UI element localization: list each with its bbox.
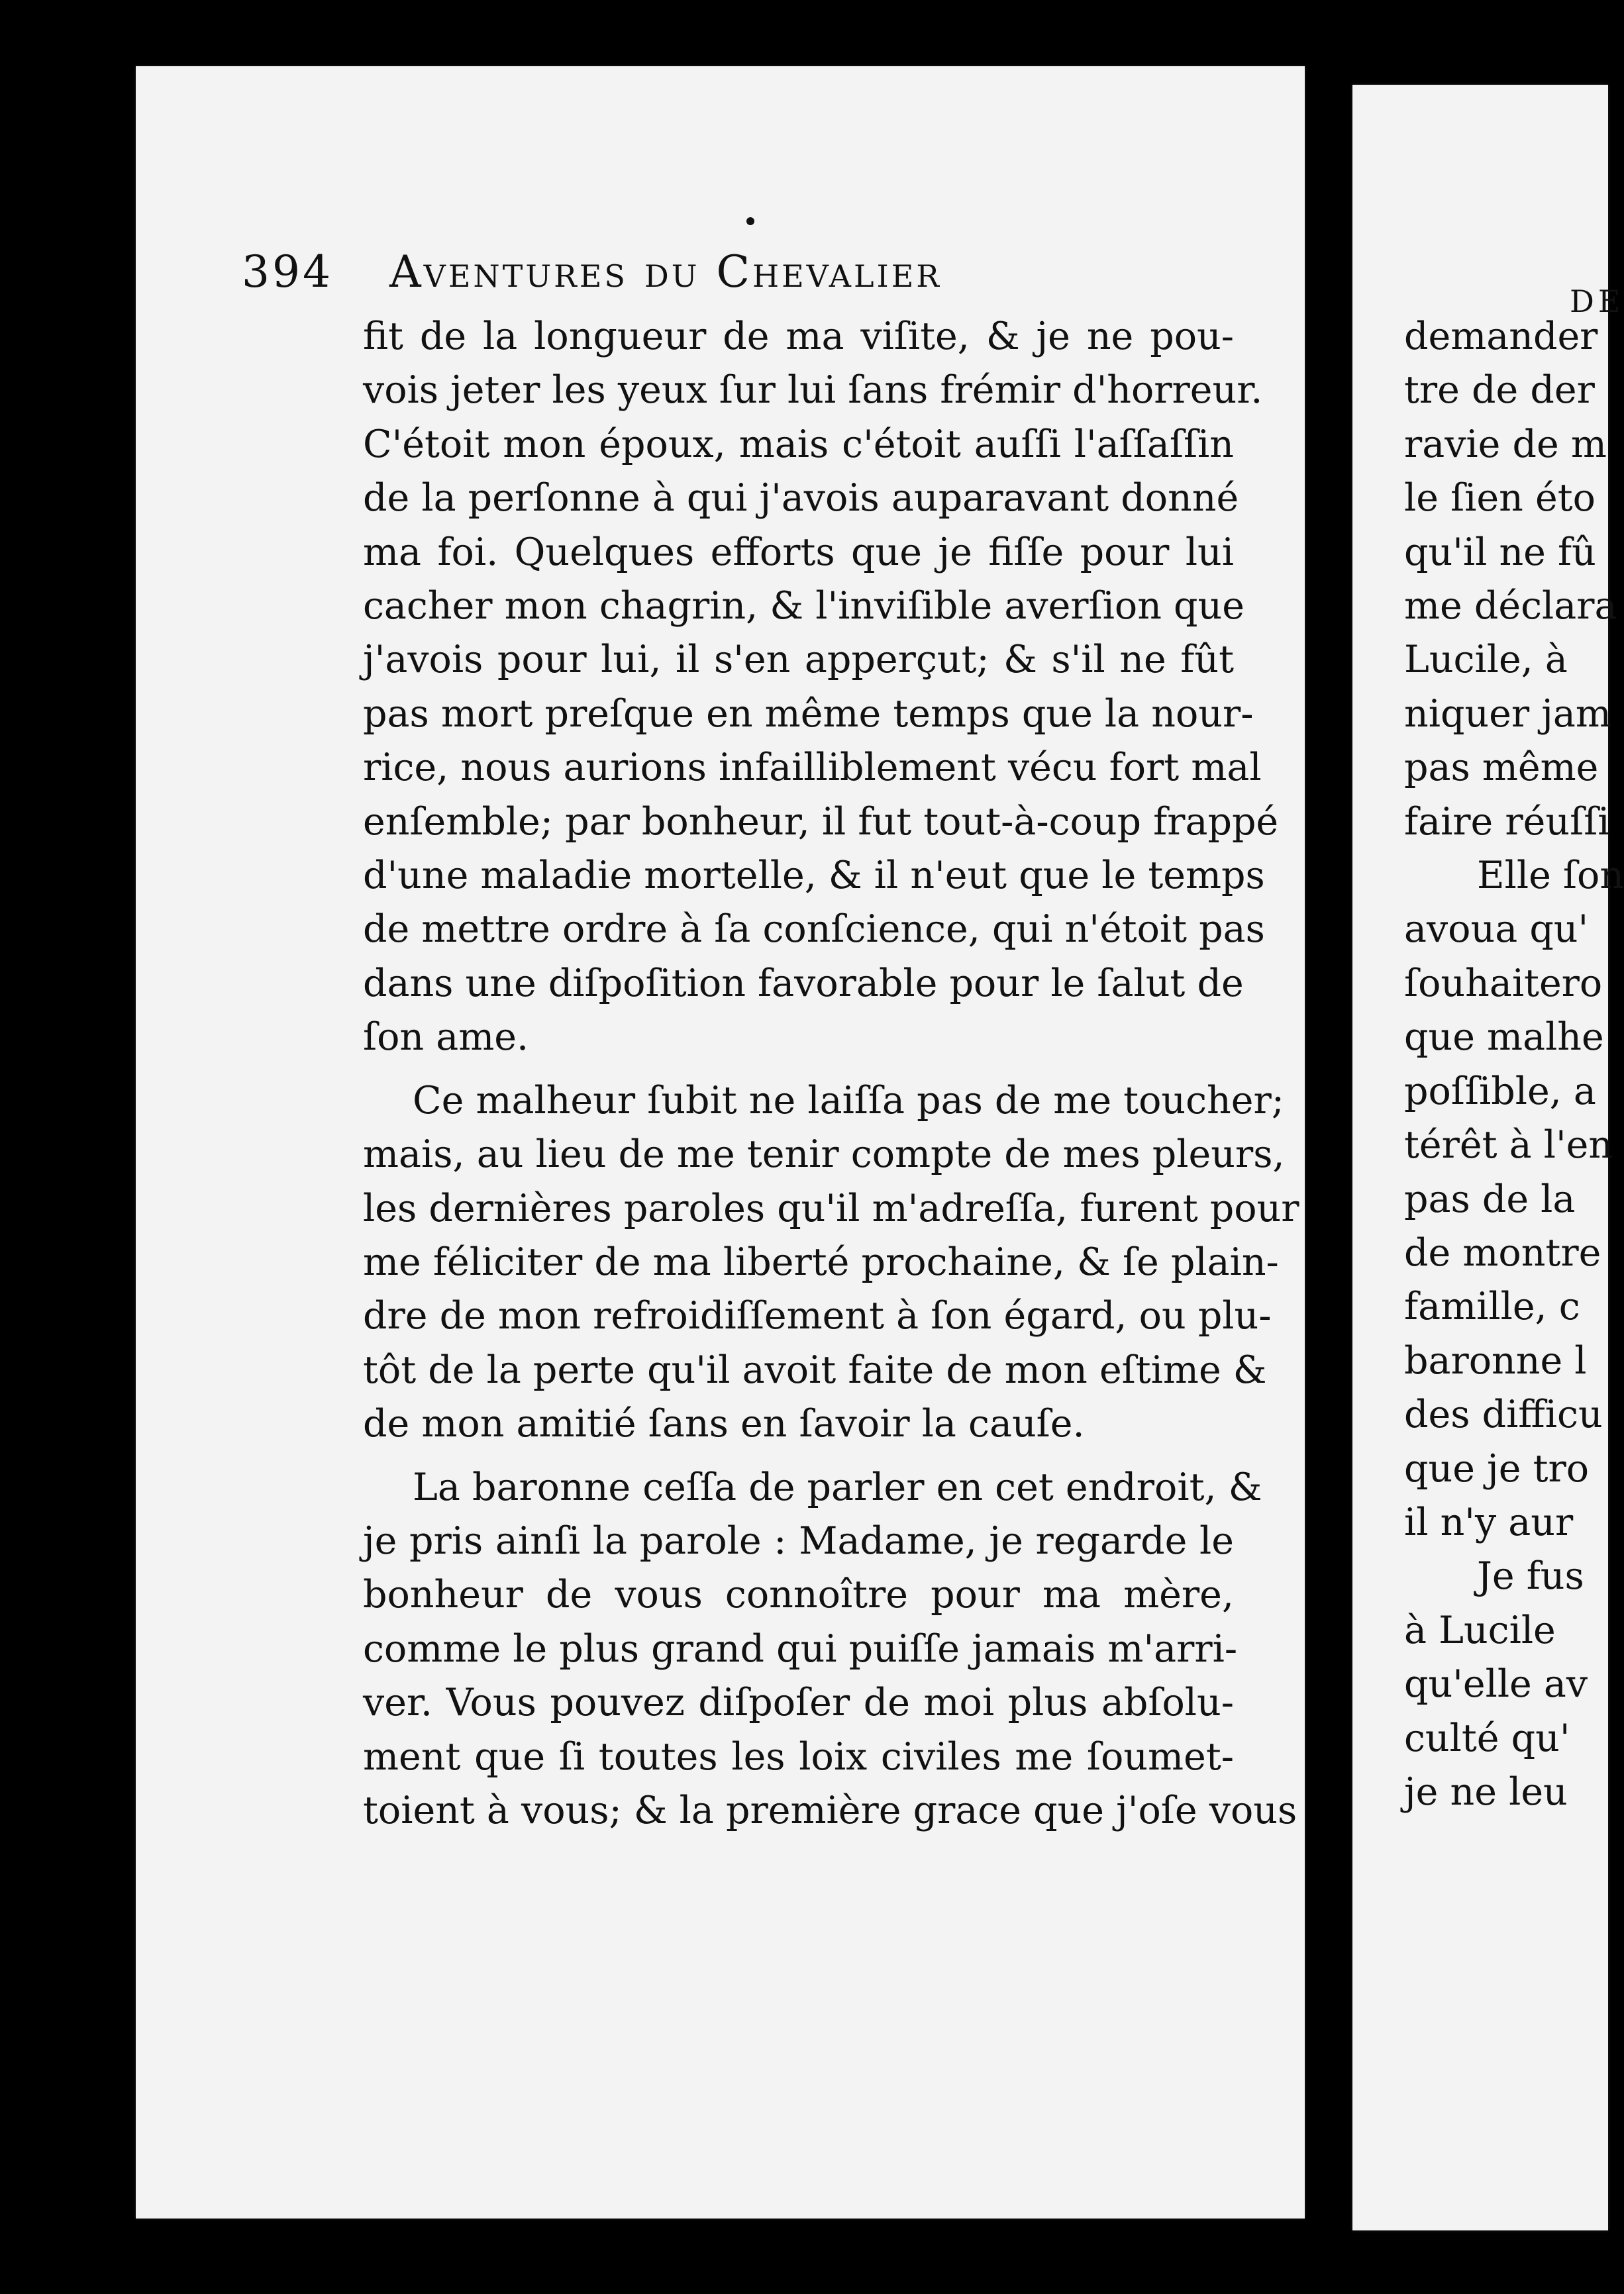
text-line: cacher mon chagrin, & l'inviſible averſion que xyxy=(363,584,1244,628)
text-line: vois jeter les yeux ſur lui ſans frémir d'horreur. xyxy=(363,368,1263,413)
text-line: me féliciter de ma liberté prochaine, & ſe plain- xyxy=(363,1240,1279,1284)
text-line: ſon ame. xyxy=(363,1015,529,1060)
text-line: culté qu' xyxy=(1404,1716,1570,1760)
text-line: avoua qu' xyxy=(1404,907,1589,952)
text-line: enſemble; par bonheur, il fut tout-à-coup frappé xyxy=(363,799,1279,844)
page-number: 394 xyxy=(242,246,333,297)
text-line: Je fus xyxy=(1477,1554,1584,1599)
text-line: demander xyxy=(1404,315,1598,358)
running-head xyxy=(242,246,942,297)
text-line: térêt à l'en xyxy=(1404,1123,1613,1168)
text-line: famille, c xyxy=(1404,1285,1580,1329)
text-line: comme le plus grand qui puiſſe jamais m'arri- xyxy=(363,1626,1238,1671)
right-page-text xyxy=(1404,310,1624,1819)
text-line: j'avois pour lui, il s'en apperçut; & s'il ne fût xyxy=(363,638,1234,682)
left-page-text xyxy=(363,310,1299,1838)
text-line: Lucile, à xyxy=(1404,638,1568,682)
text-line: ma foi. Quelques efforts que je fiſſe pour lui xyxy=(363,530,1234,574)
ink-dot xyxy=(746,217,754,225)
text-line: fit de la longueur de ma viſite, & je ne pou- xyxy=(363,315,1234,358)
text-line: ſouhaitero xyxy=(1404,961,1603,1005)
text-line: à Lucile xyxy=(1404,1608,1556,1652)
text-line: C'étoit mon époux, mais c'étoit auſſi l'aſſaſſin xyxy=(363,422,1234,466)
text-line: pas de la xyxy=(1404,1177,1576,1221)
right-running-head: DE xyxy=(1570,283,1624,319)
text-line: poſſible, a xyxy=(1404,1069,1596,1113)
text-line: je ne leu xyxy=(1404,1770,1568,1814)
text-line: dre de mon refroidiſſement à ſon égard, ou plu- xyxy=(363,1294,1272,1338)
text-line: de mon amitié ſans en ſavoir la cauſe. xyxy=(363,1402,1085,1446)
text-line: d'une maladie mortelle, & il n'eut que le temps xyxy=(363,854,1265,898)
text-line: pas mort preſque en même temps que la nour- xyxy=(363,691,1254,736)
text-line: tre de der xyxy=(1404,368,1595,413)
text-line: toient à vous; & la première grace que j'oſe vous xyxy=(363,1788,1297,1832)
text-line: des difficu xyxy=(1404,1393,1603,1437)
text-line: de la perſonne à qui j'avois auparavant donné xyxy=(363,476,1239,521)
text-line: le ſien éto xyxy=(1404,476,1596,521)
text-line: pas même xyxy=(1404,746,1599,790)
text-line: bonheur de vous connoître pour ma mère, xyxy=(363,1573,1234,1617)
text-line: je pris ainſi la parole : Madame, je regarde le xyxy=(363,1519,1234,1563)
text-line: La baronne ceſſa de parler en cet endroit, & xyxy=(413,1465,1262,1509)
text-line: qu'il ne fû xyxy=(1404,530,1596,574)
text-line: que je tro xyxy=(1404,1446,1590,1491)
text-line: rice, nous aurions infailliblement vécu fort mal xyxy=(363,746,1262,790)
text-line: ver. Vous pouvez diſpoſer de moi plus abſolu- xyxy=(363,1681,1234,1725)
text-line: qu'elle av xyxy=(1404,1662,1588,1707)
text-line: baronne l xyxy=(1404,1338,1587,1383)
text-line: de mettre ordre à ſa conſcience, qui n'étoit pas xyxy=(363,907,1265,952)
text-line: ment que ſi toutes les loix civiles me ſoumet- xyxy=(363,1734,1234,1779)
text-line: Ce malheur ſubit ne laiſſa pas de me toucher; xyxy=(413,1078,1284,1122)
text-line: tôt de la perte qu'il avoit faite de mon eſtime & xyxy=(363,1348,1267,1392)
text-line: ravie de m xyxy=(1404,422,1607,466)
text-line: mais, au lieu de me tenir compte de mes pleurs, xyxy=(363,1132,1285,1177)
text-line: faire réuſſi xyxy=(1404,799,1610,844)
text-line: niquer jam xyxy=(1404,691,1611,736)
text-line: Elle ſon xyxy=(1477,854,1624,898)
text-line: que malhe xyxy=(1404,1015,1604,1060)
text-line: il n'y aur xyxy=(1404,1500,1574,1544)
text-line: les dernières paroles qu'il m'adreſſa, furent pour xyxy=(363,1186,1299,1230)
text-line: de montre xyxy=(1404,1230,1601,1275)
text-line: dans une diſpoſition favorable pour le ſalut de xyxy=(363,961,1244,1005)
running-title: Aventures du Chevalier xyxy=(389,246,942,297)
text-line: me déclara xyxy=(1404,584,1617,628)
